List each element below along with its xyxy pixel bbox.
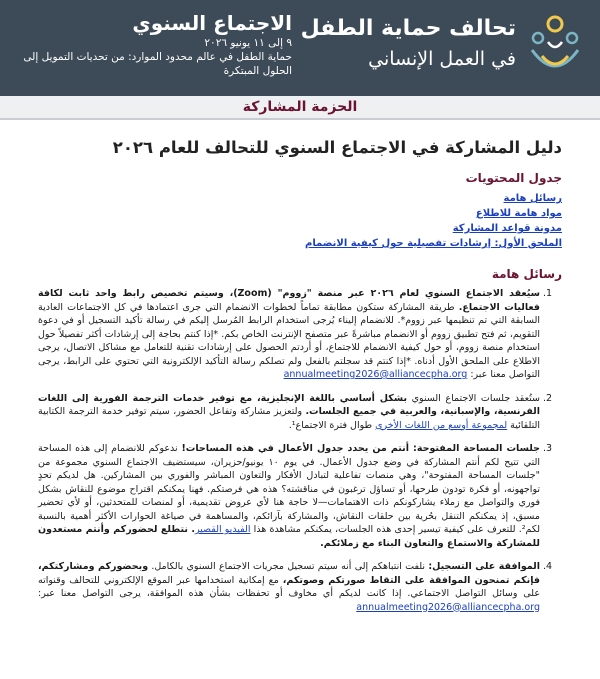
toc-link-important-messages[interactable]: رسائل هامة [503,193,562,204]
message-item-open-space [38,442,540,550]
message-item-recording-consent [38,560,540,614]
languages-lead-text: ستُعقد جلسات الاجتماع السنوي [407,392,540,404]
open-space-tail: . نتطلع لحضوركم وأنتم مستعدون للمشاركة والاستماع والتعاون البناء مع زملائكم. [38,524,540,549]
toc-heading: جدول المحتويات [465,171,562,185]
consent-text: نلفت انتباهكم إلى أنه سيتم تسجيل مجريات الاجتماع السنوي بالكامل. [148,561,429,572]
alliance-logo-icon [524,12,586,82]
document-title: دليل المشاركة في الاجتماع السنوي للتحالف للعام ٢٠٢٦ [112,138,562,157]
logo-text-line1: تحالف حماية الطفل [300,16,516,41]
alliance-logo [296,10,586,86]
languages-text: ولتعزيز مشاركة وتفاعل الحضور، سيتم توفير خدمة الترجمة الكتابية التلقائية [38,406,540,431]
email-link[interactable]: annualmeeting2026@alliancecpha.org [283,369,468,380]
meeting-info [22,10,292,78]
participant-pack-band: الحزمة المشاركة [0,96,600,118]
message-item-zoom [38,287,540,382]
consent-text2: مع إمكانية استخدامها عبر الموقع الإلكتروني للتحالف وقنواته على وسائل التواصل الاجتماعي. إذا كانت لديكم أي مخاوف أو تحفظات بشأن هذه الموافقة، يرجى التواصل معنا عبر: [38,574,540,599]
languages-bold: بشكل أساسي باللغة الإنجليزية، مع توفير خدمات الترجمة الفورية إلى اللغات الفرنسية، والإسبانية، والعربية في جميع الجلسات. [38,392,540,417]
message-item-languages [38,392,540,433]
meeting-date: ٩ إلى ١١ يونيو ٢٠٢٦ [204,37,292,49]
table-of-contents [38,191,562,251]
consent-bold2: وبحضوركم ومشاركتكم، فإنكم تمنحون الموافقة على التقاط صورتكم وصوتكم، [38,561,540,586]
email-link[interactable]: annualmeeting2026@alliancecpha.org [356,601,540,613]
zoom-details-text: طريقة المشاركة ستكون مطابقة تماماً لخطوات الانضمام التي جرى اعتمادها في كل الاجتماعات العادية السابقة التي تم تنظيمها عبر زووم*. للانضمام إليناء يُرجى استخدام الرابط المُرسل إليكم في رسالة تأكيد التسجيل أو في دعوة التقويم، ثم فتح تطبيق زووم أو الانضمام مباشرةً عبر متصفح الإنترنت الخاص بكم. *إذا كنتم بحاجة إلى إرشادات أكثر تفصيلاً حول استخدام منصة زووم، أو حول كيفية الانضمام للاجتماع، أو أردتم الحصول على إرشادات تقنية للتعامل مع مشاكل الاتصال، يرجى الاطلاع على الملحق الأول أدناه. *إذا كنتم قد سجلتم بالفعل ولم تصلكم رسالة التأكيد الإلكترونية التي تحتوي على الرابط، يرجى التواصل معنا عبر: [38,301,540,380]
page-header [0,0,600,96]
meeting-theme: حماية الطفل في عالم محدود الموارد: من تحديات التمويل إلى الحلول المبتكرة [23,51,292,77]
logo-text-line2: في العمل الإنساني [368,48,516,70]
languages-link[interactable]: لمجموعة أوسع من اللغات الأخرى [375,419,508,431]
toc-link-code-of-conduct[interactable]: مدونة قواعد المشاركة [452,223,562,234]
document-body [0,120,600,614]
short-video-link[interactable]: الفيديو القصير [194,524,251,535]
meeting-title: الاجتماع السنوي [132,11,292,35]
toc-link-key-materials[interactable]: مواد هامة للاطلاع [475,208,562,219]
messages-heading: رسائل هامة [491,267,562,281]
zoom-intro-bold: سيُعقد الاجتماع السنوي لعام ٢٠٢٦ عبر منصة "زووم" (Zoom)، وسيتم تخصيص رابط واحد ثابت لكافة فعاليات الاجتماع. [38,288,541,313]
open-space-text: ندعوكم للانضمام إلى هذه المساحة التي تتيح لكم أنتم المشاركة في وضع جدول الأعمال. في يوم ١٠ يونيو/حزيران، سيستضيف الاجتماع السنوي مجموعة من "جلسات المساحة المفتوحة"، وهي منصات تفاعلية لتبادل الأفكار والتعاون المباشر والفوري بين المشاركين. هل لديكم تحدٍ تواجهونه، أو فكرة تودون طرحها، أو تساؤل ترغبون في مناقشته؟ هذه هي فرصتكم. فهنا يمكنكم اقتراح موضوع للنقاش بشكل فوري والتواصل مع زملاء يشاركونكم ذات الاهتمامات—لا حاجة هنا لأي عروض تقديمية، أو لمنصات للمتحدثين، أو لأي تحضير مسبق، إذ يمكنكم التنقل بحُرية بين حلقات النقاش، والمشاركة بآرائكم، والمساهمة في صياغة الحوارات الأكثر أهمية بالنسبة لكم². للتعرف على كيفية تيسير إحدى هذه الجلسات، يمكنكم مشاهدة هذا [38,443,541,535]
toc-link-annex-joining[interactable]: الملحق الأول: إرشادات تفصيلية حول كيفية الانضمام [304,238,562,249]
languages-tail: طوال فترة الاجتماع¹. [288,419,376,431]
open-space-bold: جلسات المساحة المفتوحة: أنتم من يحدد جدول الأعمال في هذه المساحات! [181,443,540,454]
consent-bold: الموافقة على التسجيل: [428,561,540,572]
messages-list [38,287,562,614]
